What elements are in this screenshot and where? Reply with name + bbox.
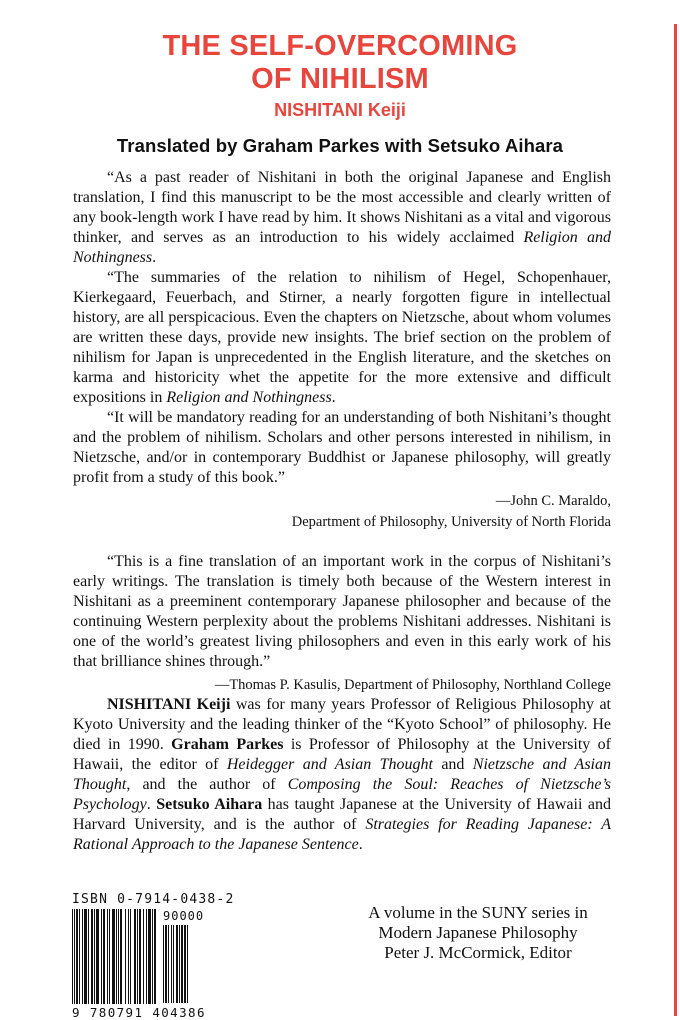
review2-paragraph: “This is a fine translation of an important work in the corpus of Nishitani’s early writings. The translation is timely both because of the Western interest in Nishitani as a preeminent contemporary Japanese philosopher and because of the continuing Western perplexity about the problems Nishitani addresses. Nishitani is one of the world’s greatest living philosophers and even in this early work of his that brilliance shines through.” <box>73 553 611 670</box>
isbn-barcode <box>72 892 235 1020</box>
ean-number: 9 780791 404386 <box>72 1005 206 1020</box>
header <box>0 30 680 157</box>
series-note <box>343 903 613 963</box>
series-line-2: Modern Japanese Philosophy <box>378 923 578 942</box>
title-line-2: OF NIHILISM <box>251 63 429 95</box>
back-cover-text <box>73 168 611 855</box>
isbn-number: ISBN 0-7914-0438-2 <box>72 892 235 907</box>
review1-attribution-name: —John C. Maraldo, <box>495 493 611 509</box>
red-edge-rule <box>674 24 677 1016</box>
book-title <box>0 30 680 96</box>
section-gap <box>73 532 611 552</box>
ean-barcode <box>72 909 157 1004</box>
title-line-1: THE SELF-OVERCOMING <box>162 30 518 62</box>
review1-paragraph-3: “It will be mandatory reading for an understanding of both Nishitani’s thought and the problem of nihilism. Scholars and other persons interested in nihilism, in Nietzsche, and/or in contemporary Buddhist or Japanese philosophy, will greatly profit from a study of this book.” <box>73 409 611 486</box>
series-line-1: A volume in the SUNY series in <box>368 903 588 922</box>
barcode-bar <box>187 925 188 1003</box>
series-line-3: Peter J. McCormick, Editor <box>384 943 572 962</box>
translator-credit: Translated by Graham Parkes with Setsuko Aihara <box>116 135 564 156</box>
addon-barcode <box>163 925 204 1003</box>
review1-attribution-affiliation: Department of Philosophy, University of North Florida <box>291 514 611 530</box>
barcode-bars <box>72 909 207 1004</box>
author-bio: NISHITANI Keiji was for many years Professor of Religious Philosophy at Kyoto University and the leading thinker of the “Kyoto School” of philosophy. He died in 1990. Graham Parkes is Professor of Philosophy at the University of Hawaii, the editor of Heidegger and Asian Thought and Nietzsche and Asian Thought, and the author of Composing the Soul: Reaches of Nietzsche’s Psychology. Setsuko Aihara has taught Japanese at the University of Hawaii and Harvard University, and is the author of Strategies for Reading Japanese: A Rational Approach to the Japanese Sentence. <box>73 696 612 853</box>
review1-paragraph-2: “The summaries of the relation to nihilism of Hegel, Schopenhauer, Kierkegaard, Feuerbach, and Stirner, a nearly forgotten figure in intellectual history, are all perspicacious. Even the chapters on Nietzsche, about whom volumes are written these days, provide new insights. The brief section on the problem of nihilism for Japan is unprecedented in the English literature, and the sketches on karma and historicity whet the appetite for the more extensive and difficult expositions in Religion and Nothingness. <box>73 269 611 406</box>
barcode-space <box>156 909 157 1004</box>
price-addon <box>163 909 204 1003</box>
review1-paragraph-1: “As a past reader of Nishitani in both the original Japanese and English translation, I find this manuscript to be the most accessible and clearly written of any book-length work I have read by him. It shows Nishitani as a vital and vigorous thinker, and serves as an introduction to his widely acclaimed Religion and Nothingness. <box>73 169 611 266</box>
author-name: NISHITANI Keiji <box>274 100 406 120</box>
addon-number: 90000 <box>163 909 205 923</box>
review2-attribution: —Thomas P. Kasulis, Department of Philosophy, Northland College <box>214 677 611 693</box>
